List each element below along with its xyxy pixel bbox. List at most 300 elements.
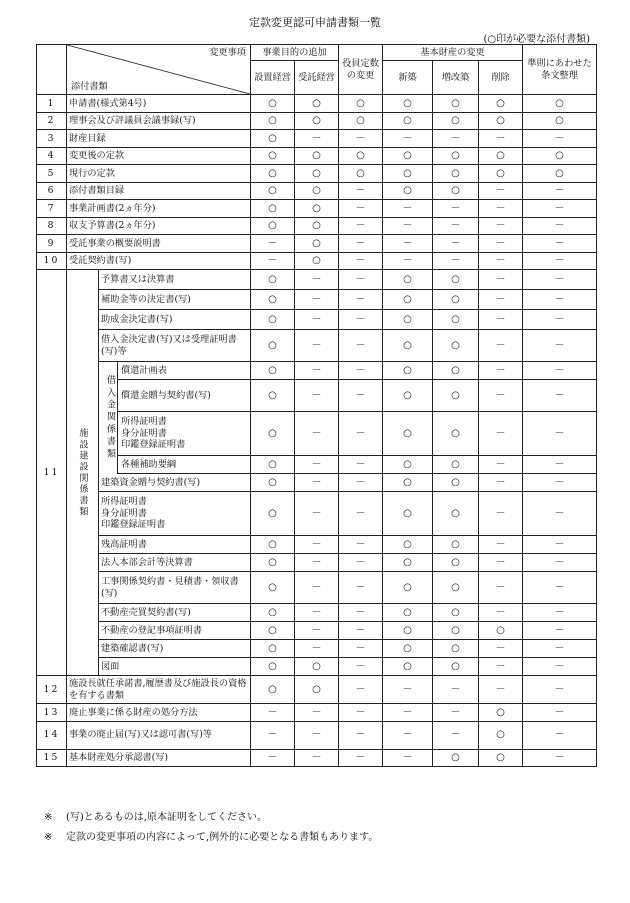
mark-cell: ○ [433,412,479,456]
mark-cell: － [523,721,597,749]
header-basic-property: 基本財産の変更 [383,45,523,61]
mark-cell: － [523,130,597,148]
mark-cell: － [383,721,433,749]
mark-cell: ○ [383,554,433,572]
table-row [37,147,597,165]
mark-cell: ○ [251,474,295,492]
mark-cell: ○ [433,474,479,492]
mark-cell: ○ [339,112,383,130]
mark-cell: － [479,412,523,456]
document-name: 添付書類目録 [67,182,251,200]
mark-cell: ○ [433,604,479,622]
mark-cell: － [295,640,339,658]
mark-cell: ○ [251,112,295,130]
mark-cell: ○ [383,456,433,474]
mark-cell: － [523,640,597,658]
mark-cell: － [251,252,295,270]
mark-cell: － [339,290,383,310]
mark-cell: － [433,721,479,749]
mark-cell: － [251,721,295,749]
footnote-1 [44,808,267,823]
mark-cell: － [295,474,339,492]
mark-cell: ○ [251,640,295,658]
mark-cell: － [295,622,339,640]
table-row [37,749,597,767]
mark-cell: ○ [295,235,339,253]
mark-cell: － [479,474,523,492]
mark-cell: － [479,554,523,572]
mark-cell: ○ [295,112,339,130]
mark-cell: ○ [523,165,597,183]
mark-cell: － [523,749,597,767]
row-number: 1 [37,95,67,113]
document-name: 財産目録 [67,130,251,148]
table-row [37,270,597,290]
page-title: 定款変更認可申請書類一覧 [249,16,381,29]
table-row [37,658,597,676]
mark-cell: ○ [251,536,295,554]
mark-cell: ○ [383,572,433,604]
mark-cell: ○ [433,554,479,572]
mark-cell: ○ [251,310,295,330]
table-row [37,235,597,253]
mark-cell: ○ [479,749,523,767]
mark-cell: － [523,456,597,474]
mark-cell: － [433,235,479,253]
mark-cell: ○ [383,310,433,330]
document-name: 廃止事業に係る財産の処分方法 [67,704,251,722]
mark-cell: ○ [383,182,433,200]
mark-cell: － [523,704,597,722]
document-name: 受託事業の概要説明書 [67,235,251,253]
mark-cell: － [523,658,597,676]
table-row [37,290,597,310]
mark-cell: ○ [295,252,339,270]
header-blank [37,45,67,95]
mark-cell: － [479,270,523,290]
mark-cell: － [339,200,383,218]
mark-cell: ○ [295,182,339,200]
document-name: 所得証明書 身分証明書 印鑑登録証明書 [99,492,251,536]
document-name: 図面 [99,658,251,676]
mark-cell: － [433,130,479,148]
mark-cell: ○ [251,95,295,113]
document-name: 建築資金贈与契約書(写) [99,474,251,492]
mark-cell: － [339,217,383,235]
mark-cell: － [479,252,523,270]
row-number: 3 [37,130,67,148]
document-name: 工事関係契約書・見積書・領収書(写) [99,572,251,604]
table-row [37,362,597,380]
mark-cell: － [479,492,523,536]
mark-cell: ○ [433,658,479,676]
footnote-text: (写)とあるものは,原本証明をしてください。 [66,812,267,823]
mark-cell: ○ [479,165,523,183]
mark-cell: ○ [383,330,433,362]
document-name: 基本財産処分承認書(写) [67,749,251,767]
mark-cell: ○ [433,492,479,536]
mark-cell: ○ [339,165,383,183]
mark-cell: ○ [433,290,479,310]
mark-cell: ○ [433,536,479,554]
mark-cell: － [523,380,597,412]
mark-cell: － [479,290,523,310]
mark-cell: － [339,474,383,492]
mark-cell: － [479,217,523,235]
document-name: 残高証明書 [99,536,251,554]
mark-cell: ○ [295,676,339,704]
row-number: 9 [37,235,67,253]
mark-cell: － [479,235,523,253]
mark-cell: － [523,604,597,622]
table-row [37,217,597,235]
legend-note: (○印が必要な添付書類) [483,34,590,45]
table-row [37,572,597,604]
mark-cell: － [523,622,597,640]
mark-cell: － [523,252,597,270]
table-row [37,456,597,474]
table-row [37,704,597,722]
header-officer-change: 役員定数の変更 [339,45,383,95]
document-name: 申請書(様式第4号) [67,95,251,113]
table-row [37,536,597,554]
mark-cell: ○ [479,112,523,130]
mark-cell: ○ [251,200,295,218]
mark-cell: － [339,252,383,270]
document-name: 償還金贈与契約書(写) [99,380,251,412]
header-rules-adjust: 準則にあわせた条文整理 [523,45,597,95]
mark-cell: － [295,492,339,536]
mark-cell: － [523,554,597,572]
mark-cell: － [339,380,383,412]
mark-cell: － [523,362,597,380]
table-row [37,182,597,200]
mark-cell: － [523,330,597,362]
mark-cell: － [295,330,339,362]
mark-cell: ○ [295,147,339,165]
header-diagonal-cell [67,45,251,95]
footnote-mark: ※ [44,812,53,823]
mark-cell: － [479,380,523,412]
document-name: 各種補助要綱 [99,456,251,474]
mark-cell: ○ [433,147,479,165]
mark-cell: － [295,290,339,310]
header-attachments: 添付書類 [71,80,108,92]
mark-cell: ○ [251,380,295,412]
mark-cell: － [523,235,597,253]
mark-cell: ○ [251,658,295,676]
document-name: 現行の定款 [67,165,251,183]
mark-cell: － [383,130,433,148]
document-name: 施設長就任承諾書,履歴書及び施設長の資格を有する書類 [67,676,251,704]
footnote-mark: ※ [44,832,53,843]
mark-cell: ○ [383,604,433,622]
table-row [37,492,597,536]
mark-cell: ○ [433,112,479,130]
mark-cell: － [479,362,523,380]
mark-cell: － [251,235,295,253]
mark-cell: ○ [383,290,433,310]
mark-cell: ○ [339,95,383,113]
table-row [37,721,597,749]
documents-table [36,44,597,767]
mark-cell: － [433,676,479,704]
table-row [37,130,597,148]
mark-cell: ○ [251,456,295,474]
mark-cell: － [383,235,433,253]
mark-cell: － [295,721,339,749]
row-number: 14 [37,721,67,749]
mark-cell: ○ [295,165,339,183]
mark-cell: － [295,130,339,148]
mark-cell: － [383,704,433,722]
mark-cell: － [523,182,597,200]
mark-cell: － [523,572,597,604]
mark-cell: － [251,749,295,767]
mark-cell: － [479,640,523,658]
mark-cell: － [433,252,479,270]
table-row [37,676,597,704]
row-number: 5 [37,165,67,183]
mark-cell: － [295,380,339,412]
footnote-text: 定款の変更事項の内容によって,例外的に必要となる書類もあります。 [66,832,379,843]
mark-cell: ○ [251,130,295,148]
header-change-items: 変更事項 [209,47,246,58]
mark-cell: ○ [433,622,479,640]
mark-cell: － [295,536,339,554]
mark-cell: ○ [295,658,339,676]
mark-cell: － [339,362,383,380]
mark-cell: － [339,554,383,572]
mark-cell: ○ [383,380,433,412]
mark-cell: － [339,536,383,554]
mark-cell: ○ [523,112,597,130]
table-row [37,200,597,218]
mark-cell: ○ [251,554,295,572]
mark-cell: － [479,676,523,704]
mark-cell: － [479,572,523,604]
document-name: 予算書又は決算書 [99,270,251,290]
table-row [37,554,597,572]
mark-cell: － [339,492,383,536]
mark-cell: － [523,200,597,218]
mark-cell: ○ [295,200,339,218]
mark-cell: ○ [383,362,433,380]
mark-cell: － [295,572,339,604]
mark-cell: ○ [479,704,523,722]
mark-cell: ○ [433,640,479,658]
mark-cell: ○ [383,147,433,165]
row-number: 4 [37,147,67,165]
mark-cell: － [523,474,597,492]
row-number: 12 [37,676,67,704]
mark-cell: ○ [433,749,479,767]
mark-cell: － [295,604,339,622]
mark-cell: － [339,182,383,200]
mark-cell: ○ [433,95,479,113]
mark-cell: － [479,658,523,676]
mark-cell: － [523,217,597,235]
document-name: 事業計画書(2ヵ年分) [67,200,251,218]
mark-cell: － [251,704,295,722]
document-name: 不動産売買契約書(写) [99,604,251,622]
mark-cell: － [339,749,383,767]
document-name: 建築確認書(写) [99,640,251,658]
mark-cell: － [383,217,433,235]
mark-cell: ○ [251,622,295,640]
mark-cell: ○ [383,165,433,183]
table-row [37,95,597,113]
header-new-build: 新築 [383,61,433,95]
mark-cell: － [339,622,383,640]
row-number: 7 [37,200,67,218]
mark-cell: － [433,200,479,218]
mark-cell: － [339,456,383,474]
mark-cell: ○ [433,456,479,474]
mark-cell: ○ [433,380,479,412]
mark-cell: ○ [251,182,295,200]
mark-cell: － [339,130,383,148]
mark-cell: ○ [479,95,523,113]
mark-cell: ○ [383,95,433,113]
document-name: 借入金決定書(写)又は受理証明書(写)等 [99,330,251,362]
table-row [37,474,597,492]
mark-cell: － [339,572,383,604]
mark-cell: － [295,270,339,290]
mark-cell: ○ [383,536,433,554]
document-name: 助成金決定書(写) [99,310,251,330]
mark-cell: － [339,640,383,658]
mark-cell: ○ [433,182,479,200]
group-label-loan: 借入金関係書類 [99,362,118,474]
document-name: 法人本部会計等決算書 [99,554,251,572]
row-number: 8 [37,217,67,235]
mark-cell: ○ [339,147,383,165]
mark-cell: － [523,676,597,704]
mark-cell: ○ [251,676,295,704]
mark-cell: － [339,658,383,676]
table-row [37,112,597,130]
mark-cell: － [523,492,597,536]
mark-cell: ○ [383,492,433,536]
mark-cell: ○ [251,572,295,604]
document-name: 理事会及び評議員会議事録(写) [67,112,251,130]
mark-cell: ○ [251,290,295,310]
document-name: 償還計画表 [99,362,251,380]
mark-cell: － [523,536,597,554]
mark-cell: － [295,554,339,572]
group-label-construction: 施設建設関係書類 [67,270,99,676]
mark-cell: ○ [383,112,433,130]
header-deletion: 削除 [479,61,523,95]
mark-cell: ○ [251,362,295,380]
mark-cell: － [479,604,523,622]
row-number: 11 [37,270,67,676]
mark-cell: － [339,604,383,622]
mark-cell: － [295,456,339,474]
table-row [37,330,597,362]
mark-cell: － [479,182,523,200]
mark-cell: － [295,310,339,330]
mark-cell: － [433,704,479,722]
document-name: 事業の廃止届(写)又は認可書(写)等 [67,721,251,749]
mark-cell: ○ [523,147,597,165]
mark-cell: ○ [251,412,295,456]
mark-cell: － [479,536,523,554]
mark-cell: ○ [523,95,597,113]
mark-cell: ○ [479,147,523,165]
mark-cell: ○ [433,330,479,362]
mark-cell: ○ [251,492,295,536]
mark-cell: ○ [251,270,295,290]
mark-cell: － [523,412,597,456]
mark-cell: ○ [251,147,295,165]
mark-cell: － [339,412,383,456]
mark-cell: － [339,721,383,749]
document-name: 補助金等の決定書(写) [99,290,251,310]
mark-cell: ○ [383,640,433,658]
mark-cell: － [523,270,597,290]
row-number: 6 [37,182,67,200]
mark-cell: － [339,270,383,290]
mark-cell: － [383,749,433,767]
header-purpose-add: 事業目的の追加 [251,45,339,61]
mark-cell: ○ [433,362,479,380]
row-number: 10 [37,252,67,270]
mark-cell: － [295,412,339,456]
mark-cell: ○ [383,658,433,676]
mark-cell: － [479,330,523,362]
header-extension: 増改築 [433,61,479,95]
footnote-2 [44,828,378,843]
mark-cell: － [339,235,383,253]
mark-cell: － [433,217,479,235]
mark-cell: ○ [433,165,479,183]
mark-cell: ○ [383,412,433,456]
table-row [37,412,597,456]
mark-cell: ○ [479,622,523,640]
mark-cell: ○ [251,165,295,183]
mark-cell: ○ [433,310,479,330]
mark-cell: ○ [251,604,295,622]
table-row [37,252,597,270]
mark-cell: － [383,252,433,270]
mark-cell: ○ [295,217,339,235]
mark-cell: － [339,704,383,722]
mark-cell: ○ [251,330,295,362]
mark-cell: － [295,362,339,380]
mark-cell: － [383,200,433,218]
mark-cell: ○ [433,572,479,604]
row-number: 13 [37,704,67,722]
table-row [37,380,597,412]
document-name: 収支予算書(2ヵ年分) [67,217,251,235]
header-setup-operate: 設置経営 [251,61,295,95]
row-number: 15 [37,749,67,767]
mark-cell: － [295,704,339,722]
mark-cell: － [339,676,383,704]
document-name: 変更後の定款 [67,147,251,165]
row-number: 2 [37,112,67,130]
table-row [37,622,597,640]
mark-cell: ○ [383,270,433,290]
table-row [37,165,597,183]
table-row [37,604,597,622]
mark-cell: － [479,200,523,218]
document-name: 受託契約書(写) [67,252,251,270]
mark-cell: ○ [433,270,479,290]
document-name: 所得証明書 身分証明書 印鑑登録証明書 [99,412,251,456]
